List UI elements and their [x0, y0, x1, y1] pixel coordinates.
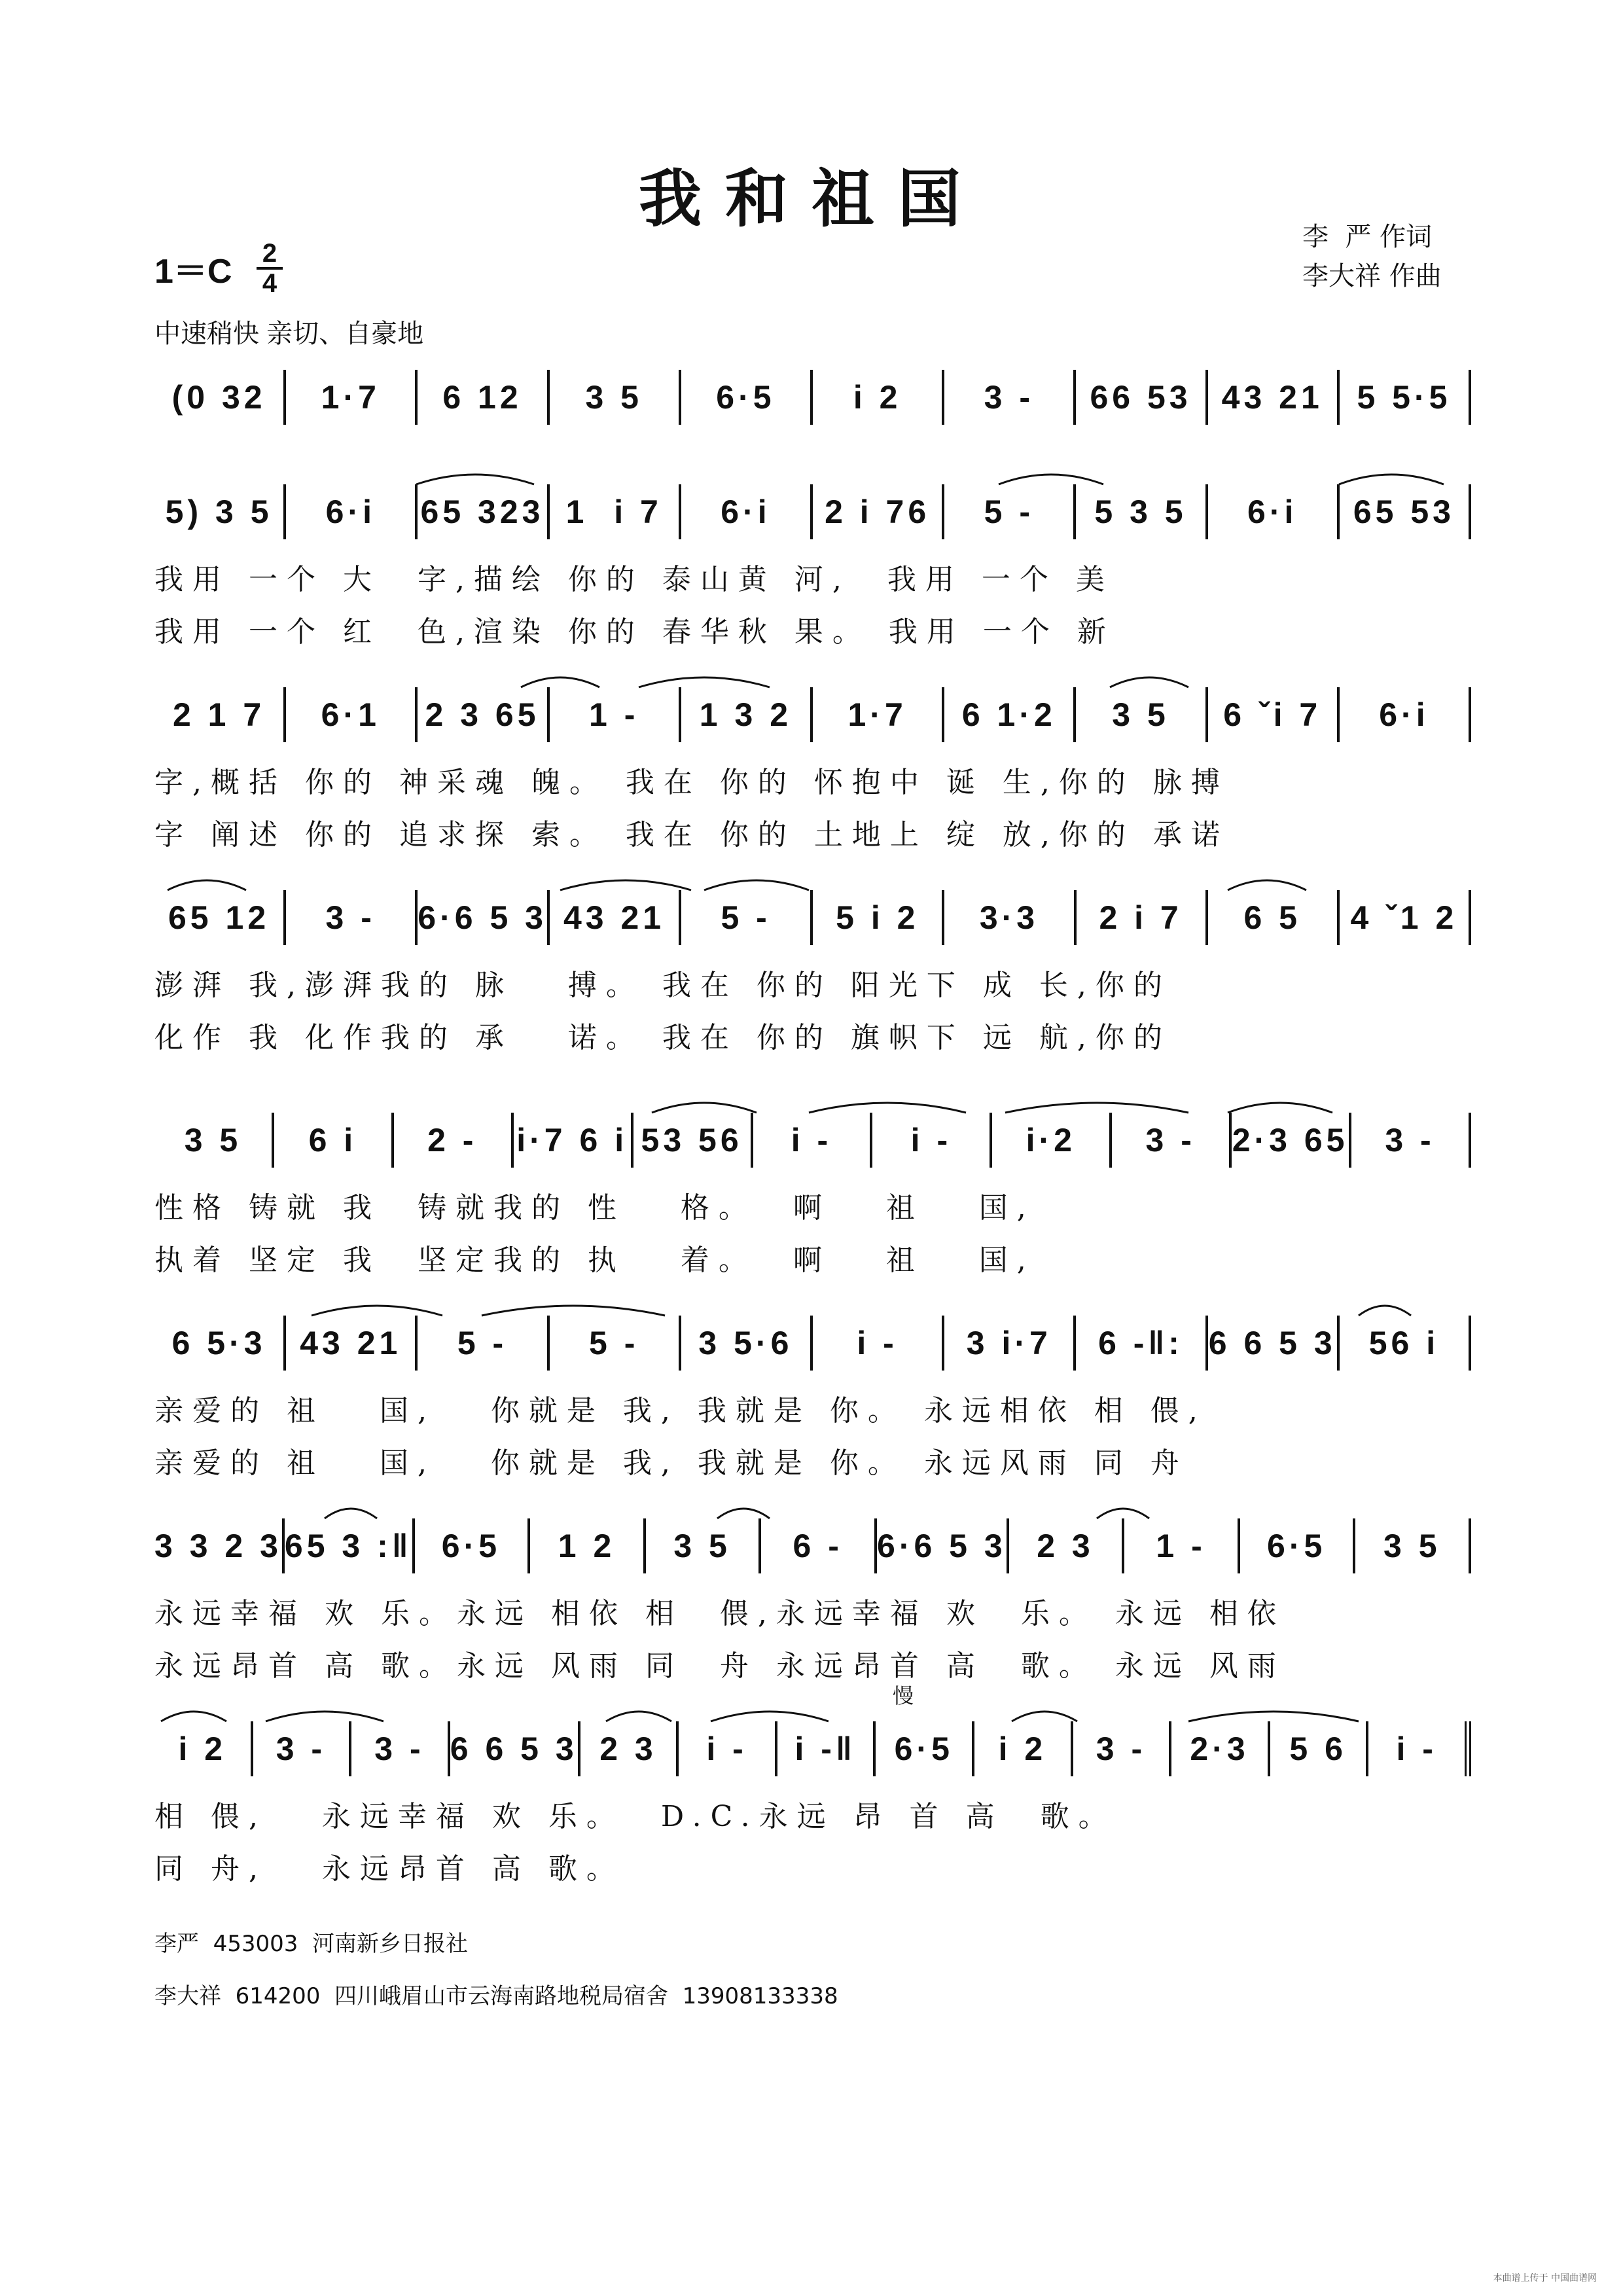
measure: 1·7	[286, 370, 418, 425]
notes-row	[154, 1113, 1471, 1168]
measure: 5 6	[1270, 1721, 1369, 1776]
measure: 6·1	[286, 687, 418, 742]
measure: i·2	[992, 1113, 1112, 1168]
footer-composer-address: 李大祥 614200 四川峨眉山市云海南路地税局宿舍 13908133338	[154, 1983, 838, 2009]
measure: 65 3 :‖	[285, 1518, 415, 1573]
measure: 6·i	[1208, 484, 1340, 539]
measure: 3 -	[1073, 1721, 1172, 1776]
measure: 66 53	[1076, 370, 1207, 425]
measure: 2 3	[1009, 1518, 1125, 1573]
measure: 3 -	[351, 1721, 450, 1776]
measure: i·7 6 i	[514, 1113, 633, 1168]
measure: i 2	[974, 1721, 1073, 1776]
measure: 4 ˇ1 2	[1340, 890, 1471, 945]
measure: i 2	[813, 370, 944, 425]
notes-row	[154, 484, 1471, 539]
measure: i -‖	[777, 1721, 876, 1776]
lyric-verse-1: 永远幸福 欢 乐。永远 相依 相 偎,永远幸福 欢 乐。 永远 相依	[154, 1597, 1285, 1630]
lyric-verse-2: 同 舟, 永远昂首 高 歌。	[154, 1852, 624, 1886]
measure: 3 -	[1351, 1113, 1471, 1168]
notes-row	[154, 1518, 1471, 1573]
measure: 5) 3 5	[154, 484, 286, 539]
measure: 6 6 5 3	[1208, 1316, 1340, 1371]
measure: 5 i 2	[813, 890, 944, 945]
measure: 6·i	[286, 484, 418, 539]
time-signature	[257, 241, 283, 296]
measure: 65 323	[418, 484, 549, 539]
measure: 2 1 7	[154, 687, 286, 742]
lyric-verse-1: 相 偎, 永远幸福 欢 乐。 D.C.永远 昂 首 高 歌。	[154, 1800, 1116, 1833]
measure: 2 i 7	[1077, 890, 1208, 945]
tempo-mark-slow: 慢	[893, 1683, 914, 1708]
measure: 5 -	[550, 1316, 681, 1371]
measure: 1 3 2	[681, 687, 813, 742]
measure: 2 3 65	[418, 687, 549, 742]
notes-row	[154, 370, 1471, 425]
measure: 1·7	[813, 687, 944, 742]
notes-row	[154, 687, 1471, 742]
measure: 6·5	[681, 370, 813, 425]
lyric-verse-1: 我用 一个 大 字,描绘 你的 泰山黄 河, 我用 一个 美	[154, 563, 1114, 596]
measure: 6·6 5 3	[418, 890, 550, 945]
measure: 3 5	[1076, 687, 1207, 742]
measure: 1 -	[550, 687, 681, 742]
key-signature: 1＝C	[154, 253, 232, 291]
measure: 5 -	[418, 1316, 549, 1371]
lyric-verse-1: 性格 铸就 我 铸就我的 性 格。 啊 祖 国,	[154, 1191, 1035, 1225]
measure: 2 3	[580, 1721, 679, 1776]
lyric-verse-2: 亲爱的 祖 国, 你就是 我, 我就是 你。 永远风雨 同 舟	[154, 1446, 1188, 1480]
measure: 6 6 5 3	[450, 1721, 580, 1776]
measure: 1 2	[530, 1518, 646, 1573]
measure: (0 32	[154, 370, 286, 425]
lyricist-credit: 李 严 作词	[1302, 222, 1433, 252]
lyric-verse-1: 亲爱的 祖 国, 你就是 我, 我就是 你。 永远相依 相 偎,	[154, 1394, 1207, 1427]
lyric-verse-2: 执着 坚定 我 坚定我的 执 着。 啊 祖 国,	[154, 1244, 1035, 1277]
measure: 6 12	[418, 370, 549, 425]
composer-credit: 李大祥 作曲	[1302, 261, 1442, 291]
measure: 3 -	[253, 1721, 352, 1776]
measure: 2 -	[394, 1113, 514, 1168]
notes-row	[154, 890, 1471, 945]
measure: 5 -	[944, 484, 1076, 539]
measure: 2·3 65	[1232, 1113, 1351, 1168]
measure: 6 i	[274, 1113, 394, 1168]
measure: 3 5	[550, 370, 681, 425]
measure: i -	[813, 1316, 944, 1371]
page-title: 我和祖国	[639, 162, 984, 236]
measure: 3·3	[944, 890, 1076, 945]
measure: 3 5	[154, 1113, 274, 1168]
measure: i -	[872, 1113, 992, 1168]
site-watermark: 本曲谱上传于 中国曲谱网	[1493, 2273, 1597, 2284]
measure: 43 21	[286, 1316, 418, 1371]
measure: 65 12	[154, 890, 286, 945]
notes-row	[154, 1721, 1471, 1776]
meter-top: 2	[262, 239, 277, 268]
measure: 6 1·2	[944, 687, 1076, 742]
measure: 6 -‖:	[1076, 1316, 1207, 1371]
measure: 6 5	[1208, 890, 1340, 945]
measure: 5 5·5	[1340, 370, 1471, 425]
measure: 3 5·6	[681, 1316, 813, 1371]
measure: 3 -	[286, 890, 418, 945]
measure: 3 -	[1112, 1113, 1232, 1168]
measure: 65 53	[1340, 484, 1471, 539]
measure: 3 i·7	[944, 1316, 1076, 1371]
footer-lyricist-address: 李严 453003 河南新乡日报社	[154, 1931, 469, 1957]
final-measure: i -	[1368, 1721, 1471, 1776]
measure: 56 i	[1340, 1316, 1471, 1371]
measure: 6 5·3	[154, 1316, 286, 1371]
measure: 43 21	[550, 890, 681, 945]
measure: i 2	[154, 1721, 253, 1776]
measure: 3 5	[1355, 1518, 1471, 1573]
lyric-verse-1: 字,概括 你的 神采魂 魄。 我在 你的 怀抱中 诞 生,你的 脉搏	[154, 766, 1229, 799]
lyric-verse-2: 化作 我 化作我的 承 诺。 我在 你的 旗帜下 远 航,你的	[154, 1021, 1171, 1054]
measure: 2 i 76	[813, 484, 944, 539]
measure: 43 21	[1208, 370, 1340, 425]
lyric-verse-2: 我用 一个 红 色,渲染 你的 春华秋 果。 我用 一个 新	[154, 615, 1115, 649]
measure: i -	[679, 1721, 777, 1776]
measure: 6 ˇi 7	[1208, 687, 1340, 742]
measure: 5 -	[681, 890, 813, 945]
measure: 5 3 5	[1076, 484, 1207, 539]
measure: 3 3 2 3	[154, 1518, 285, 1573]
lyric-verse-2: 字 阐述 你的 追求探 索。 我在 你的 土地上 绽 放,你的 承诺	[154, 818, 1229, 852]
measure: 2·3	[1171, 1721, 1270, 1776]
measure: 6·5	[876, 1721, 974, 1776]
measure: 6·i	[681, 484, 813, 539]
measure: 1 i 7	[550, 484, 681, 539]
lyric-verse-1: 澎湃 我,澎湃我的 脉 搏。 我在 你的 阳光下 成 长,你的	[154, 969, 1171, 1002]
measure: 3 -	[944, 370, 1076, 425]
measure: 1 -	[1124, 1518, 1240, 1573]
measure: 53 56	[633, 1113, 753, 1168]
measure: 6 -	[761, 1518, 877, 1573]
notes-row	[154, 1316, 1471, 1371]
measure: i -	[753, 1113, 873, 1168]
measure: 6·6 5 3	[877, 1518, 1009, 1573]
measure: 6·5	[1240, 1518, 1356, 1573]
lyric-verse-2: 永远昂首 高 歌。永远 风雨 同 舟 永远昂首 高 歌。 永远 风雨	[154, 1649, 1285, 1683]
meter-bottom: 4	[262, 269, 277, 298]
measure: 6·5	[415, 1518, 531, 1573]
measure: 6·i	[1340, 687, 1471, 742]
measure: 3 5	[646, 1518, 762, 1573]
tempo-marking: 中速稍快 亲切、自豪地	[154, 319, 424, 348]
